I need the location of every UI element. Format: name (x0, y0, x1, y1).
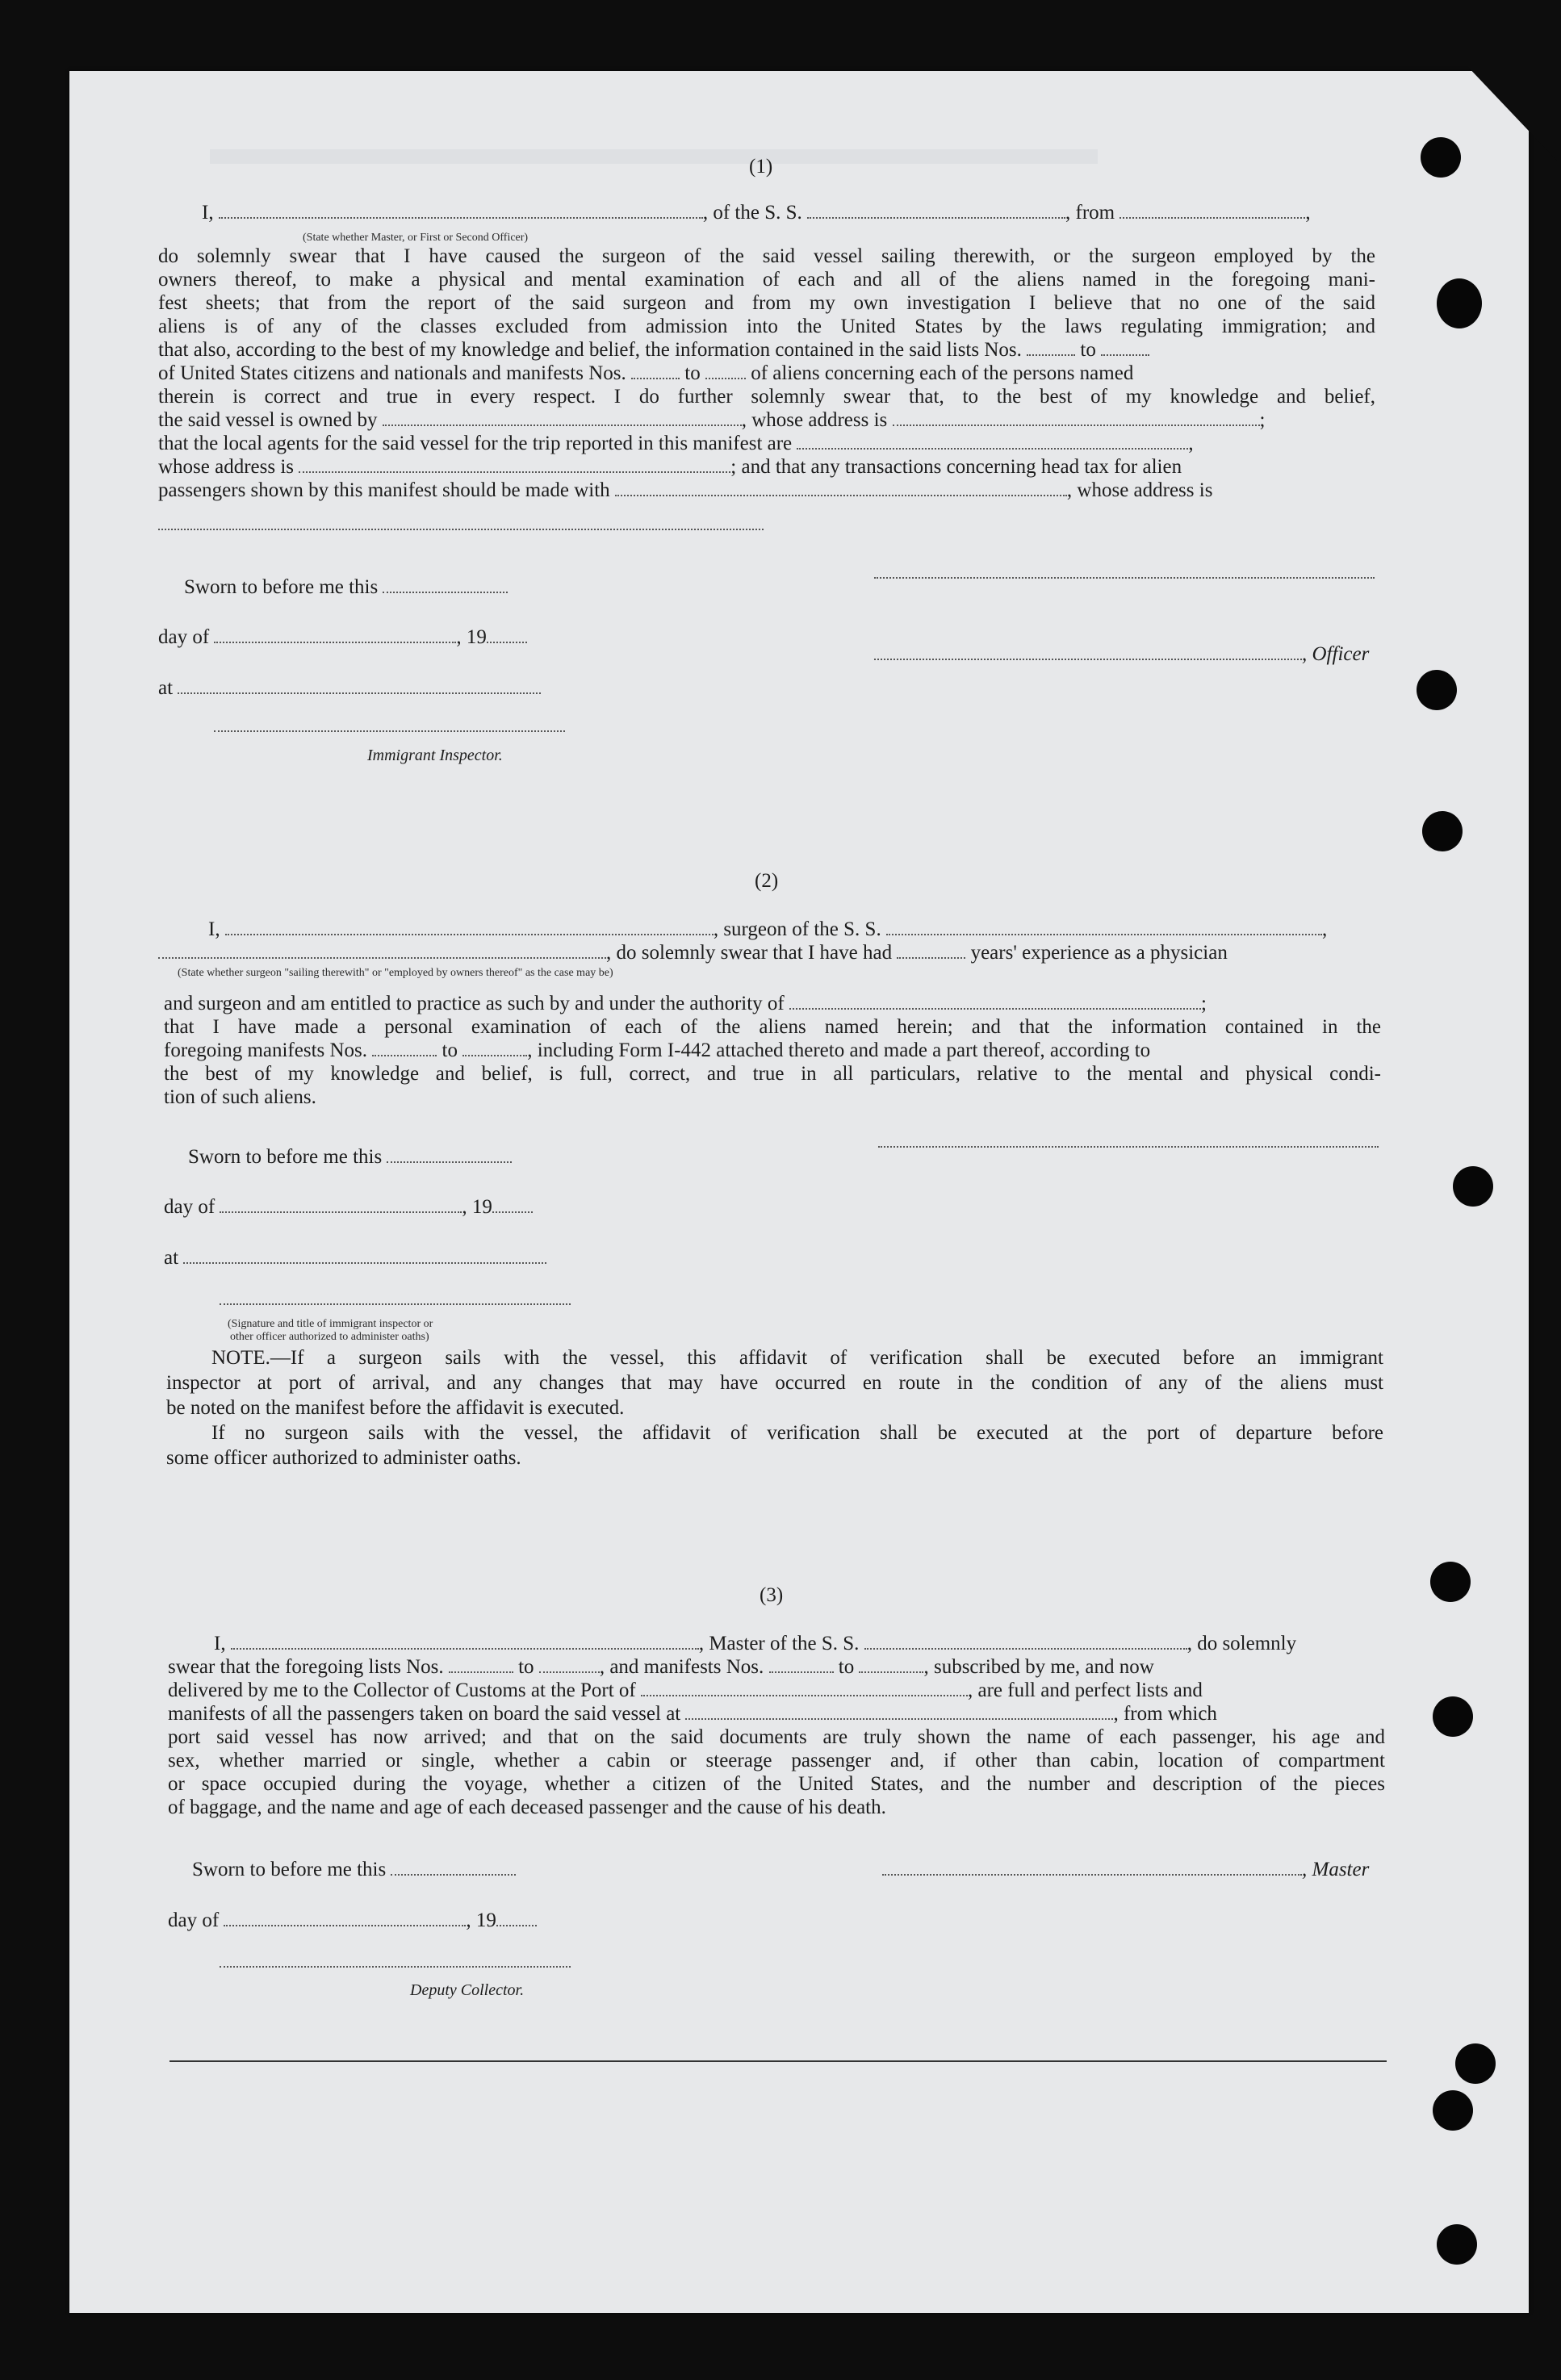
s2-l1a: I, (208, 918, 220, 940)
s2-l5a: foregoing manifests Nos. (164, 1039, 368, 1061)
s1-line11 (158, 479, 1212, 502)
punch-hole (1433, 2090, 1473, 2131)
s1-line10 (158, 456, 1182, 479)
punch-hole (1422, 811, 1463, 851)
agents-address-field[interactable] (299, 457, 730, 473)
s1-body-3: fest sheets; that from the report of the said surgeon and from my own investigation I believe that no one of the said (158, 292, 1375, 314)
section-3-number: (3) (760, 1584, 784, 1606)
s3-l2b: to (518, 1656, 534, 1678)
s1-body-4: aliens is of any of the classes excluded from admission into the United States by the laws regulating immigration; and (158, 316, 1375, 337)
s1-ship-label: , of the S. S. (702, 202, 802, 224)
note-line-2: inspector at port of arrival, and any changes that may have occurred en route in the condition of any of the aliens must (166, 1372, 1383, 1394)
note-line-4: If no surgeon sails with the vessel, the affidavit of verification shall be executed at the port of departure before (211, 1422, 1383, 1444)
s1-inspector-label: Immigrant Inspector. (367, 747, 503, 764)
master-name-field[interactable] (231, 1633, 699, 1650)
s3-l3b: , are full and perfect lists and (968, 1679, 1203, 1701)
s2-ship-field[interactable] (886, 919, 1322, 935)
s1-signature-line[interactable] (874, 577, 1375, 579)
s1-l10b: ; and that any transactions concerning head tax for alien (730, 456, 1182, 478)
manifests-to-field[interactable] (705, 363, 746, 379)
surgeon-status-field[interactable] (158, 943, 606, 959)
s1-l5b: to (1080, 339, 1096, 361)
s1-body-2: owners thereof, to make a physical and mental examination of each and all of the aliens named in the foregoing mani- (158, 269, 1375, 291)
s3-manifests-to-field[interactable] (859, 1657, 923, 1673)
s2-l5b: to (442, 1039, 458, 1061)
s1-inspector-line[interactable] (214, 730, 565, 732)
s2-month-field[interactable] (220, 1197, 462, 1213)
s2-line7: tion of such aliens. (164, 1086, 316, 1108)
s1-sworn-day-field[interactable] (383, 577, 508, 593)
s1-at-field[interactable] (178, 678, 541, 694)
years-experience-field[interactable] (897, 943, 965, 959)
s1-l10a: whose address is (158, 456, 295, 478)
s1-at (158, 677, 541, 700)
note-line-1: NOTE.—If a surgeon sails with the vessel, this affidavit of verification shall be executed before an immigrant (211, 1347, 1383, 1369)
s3-ship-field[interactable] (864, 1633, 1187, 1650)
s3-line2 (168, 1656, 1154, 1679)
s1-from-label: , from (1065, 202, 1115, 224)
s2-line4: that I have made a personal examination of each of the aliens named herein; and that the information contained in the (164, 1016, 1381, 1038)
s1-line8 (158, 409, 1265, 432)
s1-line5 (158, 339, 1149, 362)
head-tax-address-field[interactable] (158, 529, 764, 530)
head-tax-party-field[interactable] (615, 480, 1067, 496)
s2-l1c: , (1321, 918, 1328, 940)
punch-hole (1455, 2043, 1496, 2084)
s1-l6b: to (684, 362, 701, 384)
s1-l11a: passengers shown by this manifest should be made with (158, 479, 610, 501)
s3-master-sign-field[interactable] (882, 1859, 1302, 1876)
s3-sworn-label: Sworn to before me this (192, 1859, 387, 1880)
authority-field[interactable] (789, 993, 1201, 1010)
s3-month-field[interactable] (224, 1910, 466, 1926)
surgeon-status-hint: (State whether surgeon "sailing therewith" or "employed by owners thereof" as the case may be) (178, 967, 613, 979)
s2-sig-hint-1: (Signature and title of immigrant inspector or (228, 1318, 433, 1330)
s3-year-field[interactable] (496, 1910, 537, 1926)
s3-year-label: , 19 (466, 1909, 496, 1931)
port-field[interactable] (641, 1680, 968, 1696)
s1-sworn (184, 576, 508, 599)
embark-port-field[interactable] (685, 1704, 1113, 1720)
s1-comma: , (1305, 202, 1311, 224)
s2-line5 (164, 1039, 1150, 1062)
s1-dayof (158, 626, 527, 649)
s2-line1 (208, 918, 1327, 941)
s2-at (164, 1247, 546, 1269)
s2-sig-hint-2: other officer authorized to administer oaths) (230, 1331, 429, 1343)
s1-sworn-label: Sworn to before me this (184, 576, 379, 598)
s2-l5c: , including Form I-442 attached thereto and made a part thereof, according to (527, 1039, 1151, 1061)
s2-line2 (158, 942, 1228, 964)
punch-hole (1437, 2224, 1477, 2265)
s2-dayof-label: day of (164, 1196, 216, 1218)
s2-l2b: years' experience as a physician (970, 942, 1228, 964)
note-line-3: be noted on the manifest before the affidavit is executed. (166, 1397, 625, 1419)
lists-to-field[interactable] (1101, 340, 1149, 356)
owner-field[interactable] (383, 410, 742, 426)
s3-collector-label: Deputy Collector. (410, 1981, 525, 1999)
lists-from-field[interactable] (1027, 340, 1075, 356)
section-2-number: (2) (755, 870, 779, 892)
punch-hole (1433, 1696, 1473, 1737)
s2-year-label: , 19 (462, 1196, 492, 1218)
s1-l9b: , (1188, 433, 1194, 454)
s3-line8: of baggage, and the name and age of each deceased passenger and the cause of his death. (168, 1797, 886, 1818)
s2-sworn (188, 1146, 512, 1169)
officer-field[interactable] (219, 203, 703, 219)
s2-manifest-to-field[interactable] (462, 1040, 527, 1056)
s3-collector-line[interactable] (220, 1966, 571, 1968)
note-line-5: some officer authorized to administer oaths. (166, 1447, 521, 1469)
s3-sworn (192, 1859, 516, 1881)
s3-dayof-label: day of (168, 1909, 220, 1931)
s3-manifests-from-field[interactable] (769, 1657, 834, 1673)
s1-body-7: therein is correct and true in every respect. I do further solemnly swear that, to the best of my knowledge and belief, (158, 386, 1375, 408)
s2-manifest-from-field[interactable] (372, 1040, 437, 1056)
s3-l4b: , from which (1113, 1703, 1217, 1725)
s3-l1b: , Master of the S. S. (698, 1633, 860, 1654)
s1-officer (874, 643, 1369, 666)
s3-line7: or space occupied during the voyage, whether a citizen of the United States, and the number and description of the pieces (168, 1773, 1385, 1795)
section-1-number: (1) (749, 156, 773, 178)
s1-officer-field[interactable] (874, 644, 1302, 660)
s2-l3b: ; (1201, 993, 1207, 1014)
surgeon-name-field[interactable] (225, 919, 714, 935)
s1-body-1: do solemnly swear that I have caused the surgeon of the said vessel sailing therewith, or the surgeon employed by the (158, 245, 1375, 267)
s1-l8b: , whose address is (741, 409, 888, 431)
s1-line9 (158, 433, 1194, 455)
s2-line3 (164, 993, 1207, 1015)
s1-l8c: ; (1259, 409, 1266, 431)
s1-l9a: that the local agents for the said vessel for the trip reported in this manifest are (158, 433, 793, 454)
s2-l2a: , do solemnly swear that I have had (606, 942, 893, 964)
s3-line4 (168, 1703, 1217, 1725)
s3-l1a: I, (214, 1633, 226, 1654)
s1-i: I, (202, 202, 214, 224)
s3-line1 (214, 1633, 1296, 1655)
ship-field[interactable] (807, 203, 1065, 219)
s2-dayof (164, 1196, 533, 1219)
s3-l2d: to (838, 1656, 855, 1678)
s3-lists-from-field[interactable] (449, 1657, 513, 1673)
s2-year-field[interactable] (492, 1197, 533, 1213)
s2-sworn-label: Sworn to before me this (188, 1146, 383, 1168)
s2-at-field[interactable] (183, 1248, 546, 1264)
s1-year-label: , 19 (456, 626, 487, 648)
s2-sworn-day-field[interactable] (387, 1147, 512, 1163)
s3-l3a: delivered by me to the Collector of Customs at the Port of (168, 1679, 636, 1701)
officer-hint: (State whether Master, or First or Second Officer) (303, 232, 529, 244)
s1-dayof-label: day of (158, 626, 210, 648)
s2-line6: the best of my knowledge and belief, is full, correct, and true in all particulars, relative to the mental and physical condi- (164, 1063, 1381, 1085)
s3-l1c: , do solemnly (1186, 1633, 1297, 1654)
s3-dayof (168, 1909, 537, 1932)
s3-line6: sex, whether married or single, whether a cabin or steerage passenger and, if other than cabin, location of compartment (168, 1750, 1385, 1771)
s1-year-field[interactable] (487, 627, 527, 643)
s1-l8a: the said vessel is owned by (158, 409, 378, 431)
s1-l5a: that also, according to the best of my knowledge and belief, the information contained in the said lists Nos. (158, 339, 1022, 361)
s2-inspector-line[interactable] (220, 1303, 571, 1305)
punch-hole (1417, 670, 1457, 710)
manifests-from-field[interactable] (631, 363, 680, 379)
s3-master (882, 1859, 1369, 1881)
s1-line6 (158, 362, 1133, 385)
s3-sworn-day-field[interactable] (391, 1859, 516, 1876)
s2-at-label: at (164, 1247, 179, 1269)
s1-at-label: at (158, 677, 174, 699)
owner-address-field[interactable] (893, 410, 1260, 426)
s3-l2a: swear that the foregoing lists Nos. (168, 1656, 444, 1678)
bottom-rule (169, 2060, 1387, 2062)
s3-l4a: manifests of all the passengers taken on board the said vessel at (168, 1703, 681, 1725)
local-agents-field[interactable] (797, 433, 1188, 450)
s3-lists-to-field[interactable] (539, 1657, 600, 1673)
punch-hole (1437, 278, 1482, 328)
s1-l6c: of aliens concerning each of the persons named (751, 362, 1134, 384)
punch-hole (1453, 1166, 1493, 1207)
s1-month-field[interactable] (214, 627, 456, 643)
s2-signature-line[interactable] (878, 1146, 1379, 1148)
s3-master-label: , Master (1302, 1859, 1370, 1880)
punch-hole (1430, 1562, 1471, 1602)
s1-officer-label: , Officer (1302, 643, 1370, 665)
s2-l3a: and surgeon and am entitled to practice as such by and under the authority of (164, 993, 785, 1014)
s3-line3 (168, 1679, 1203, 1702)
s3-l2e: , subscribed by me, and now (923, 1656, 1154, 1678)
from-field[interactable] (1119, 203, 1305, 219)
s1-l6a: of United States citizens and nationals and manifests Nos. (158, 362, 626, 384)
s2-l1b: , surgeon of the S. S. (713, 918, 881, 940)
punch-hole (1421, 137, 1461, 178)
s3-line5: port said vessel has now arrived; and that on the said documents are truly shown the name of each passenger, his age and (168, 1726, 1385, 1748)
s3-l2c: , and manifests Nos. (599, 1656, 764, 1678)
s1-l11b: , whose address is (1066, 479, 1213, 501)
s1-line1 (202, 202, 1311, 224)
